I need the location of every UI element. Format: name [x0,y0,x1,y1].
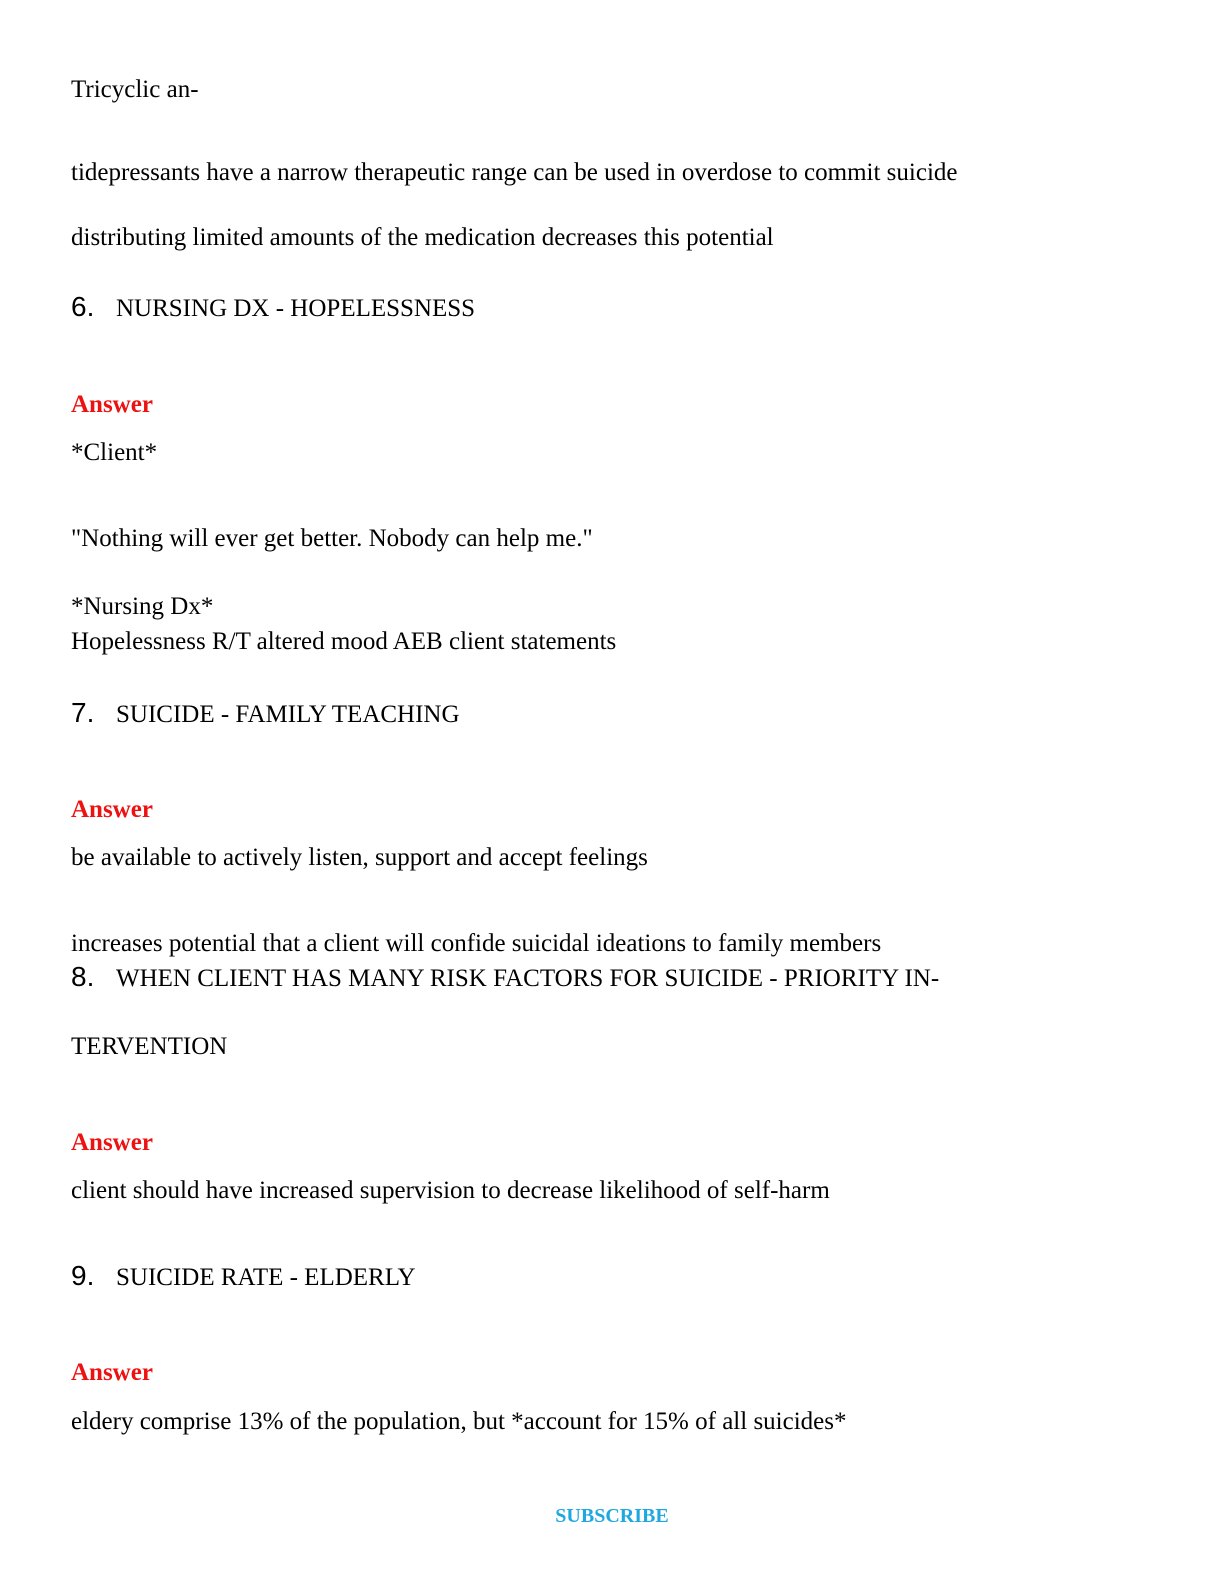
answer-text: "Nothing will ever get better. Nobody can help me." [71,525,593,552]
question-title: SUICIDE RATE - ELDERLY [116,1264,416,1291]
question-title: NURSING DX - HOPELESSNESS [116,295,476,322]
answer-label: Answer [71,1129,153,1156]
answer-text: Hopelessness R/T altered mood AEB client statements [71,628,617,655]
question-title-continued: TERVENTION [71,1033,228,1060]
body-text: tidepressants have a narrow therapeutic range can be used in overdose to commit suicide [71,159,958,186]
answer-label: Answer [71,1359,153,1386]
question-title: SUICIDE - FAMILY TEACHING [116,701,460,728]
question-number: 7. [71,697,95,728]
question-number: 9. [71,1260,95,1291]
question-title: WHEN CLIENT HAS MANY RISK FACTORS FOR SUICIDE - PRIORITY IN- [116,965,940,992]
question-heading-6 [71,293,475,321]
answer-text: be available to actively listen, support and accept feelings [71,844,648,871]
answer-text: *Client* [71,439,158,466]
answer-label: Answer [71,391,153,418]
answer-text: increases potential that a client will confide suicidal ideations to family members [71,930,882,957]
question-heading-7 [71,699,460,727]
answer-label: Answer [71,796,153,823]
question-number: 8. [71,961,95,992]
question-heading-8 [71,963,939,991]
answer-text: *Nursing Dx* [71,593,214,620]
body-text: Tricyclic an- [71,76,199,103]
body-text: distributing limited amounts of the medication decreases this potential [71,224,774,251]
answer-text: eldery comprise 13% of the population, but *account for 15% of all suicides* [71,1408,847,1435]
subscribe-link[interactable]: SUBSCRIBE [555,1505,669,1527]
question-heading-9 [71,1262,416,1290]
question-number: 6. [71,291,95,322]
answer-text: client should have increased supervision to decrease likelihood of self-harm [71,1177,830,1204]
